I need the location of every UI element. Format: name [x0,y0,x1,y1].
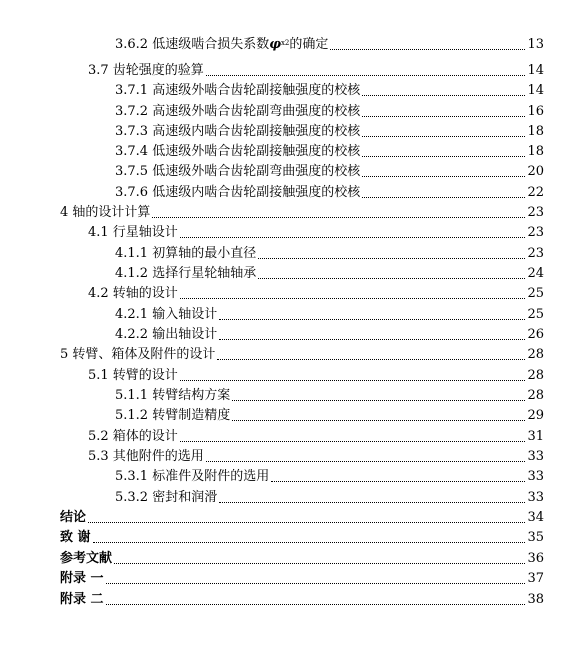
toc-entry-title: 附录 一 [60,571,104,586]
toc-entry-page: 26 [527,327,544,342]
toc-entry-page: 18 [527,124,544,139]
toc-entry-page: 28 [527,368,544,383]
dot-leader [180,297,526,299]
toc-entry-page: 16 [527,104,544,119]
toc-entry[interactable] [60,345,544,365]
toc-entry-title: 3.6.2 低速级啮合损失系数$\varphi^{x2}$的确定 [115,37,329,52]
toc-entry-title: 4 轴的设计计算 [60,205,151,220]
dot-leader [362,115,525,117]
dot-leader [219,318,525,320]
toc-entry-title: 3.7.3 高速级内啮合齿轮副接触强度的校核 [115,124,361,139]
toc-entry[interactable] [115,244,544,264]
dot-leader [106,603,526,605]
toc-entry-title: 5.1.1 转臂结构方案 [115,388,231,403]
toc-entry[interactable] [115,122,544,142]
toc-entry-page: 37 [527,571,544,586]
toc-entry[interactable] [115,386,544,406]
toc-entry-title: 5.3.1 标准件及附件的选用 [115,469,270,484]
dot-leader [106,582,526,584]
toc-entry-page: 23 [527,246,544,261]
dot-leader [206,460,526,462]
toc-entry[interactable] [88,427,544,447]
dot-leader [180,236,526,238]
dot-leader [271,480,525,482]
toc-entry-title: 4.1.2 选择行星轮轴轴承 [115,266,257,281]
toc-entry[interactable] [115,488,544,508]
dot-leader [180,379,526,381]
dot-leader [93,541,526,543]
toc-entry-page: 28 [527,347,544,362]
toc-entry[interactable] [60,590,544,610]
toc-entry-title: 致 谢 [60,530,91,545]
dot-leader [362,94,525,96]
phi-superscript: x2 [280,39,290,47]
toc-entry-title: 3.7.6 低速级内啮合齿轮副接触强度的校核 [115,185,361,200]
toc-entry[interactable] [88,366,544,386]
toc-entry[interactable] [115,81,544,101]
dot-leader [362,175,525,177]
toc-entry[interactable] [88,61,544,81]
toc-entry-page: 25 [527,307,544,322]
toc-entry-page: 33 [527,469,544,484]
dot-leader [219,501,525,503]
dot-leader [114,562,525,564]
toc-entry[interactable] [115,183,544,203]
toc-entry-title: 4.2.2 输出轴设计 [115,327,218,342]
dot-leader [180,440,526,442]
dot-leader [206,74,526,76]
toc-entry[interactable] [60,528,544,548]
toc-entry-title: 5.1.2 转臂制造精度 [115,408,231,423]
dot-leader [258,277,525,279]
toc-entry-page: 14 [527,83,544,98]
toc-entry[interactable] [115,142,544,162]
dot-leader [258,257,525,259]
toc-entry[interactable] [88,284,544,304]
dot-leader [88,521,525,523]
toc-entry[interactable] [115,406,544,426]
toc-entry-title: 附录 二 [60,592,104,607]
toc-entry-title: 3.7 齿轮强度的验算 [88,63,204,78]
toc-entry-page: 38 [527,592,544,607]
toc-entry-title: 5.1 转臂的设计 [88,368,178,383]
dot-leader [217,358,525,360]
dot-leader [152,216,525,218]
toc-entry-title: 3.7.5 低速级外啮合齿轮副弯曲强度的校核 [115,164,361,179]
toc-entry-title: 5 转臂、箱体及附件的设计 [60,347,216,362]
toc-entry-title: 3.7.1 高速级外啮合齿轮副接触强度的校核 [115,83,361,98]
toc-entry[interactable] [115,325,544,345]
toc-entry-title: 参考文献 [60,551,113,566]
toc-entry[interactable] [60,549,544,569]
toc-entry[interactable] [60,569,544,589]
toc-entry-page: 31 [527,429,544,444]
dot-leader [219,338,525,340]
toc-entry-page: 35 [527,530,544,545]
toc-entry-page: 18 [527,144,544,159]
toc-entry-page: 22 [527,185,544,200]
toc-entry-title: 5.3 其他附件的选用 [88,449,204,464]
toc-entry-title: 结论 [60,510,87,525]
toc-entry-page: 28 [527,388,544,403]
toc-entry-page: 23 [527,225,544,240]
toc-entry-title: 4.2 转轴的设计 [88,286,178,301]
toc-entry-page: 23 [527,205,544,220]
toc-entry-page: 25 [527,286,544,301]
toc-entry[interactable] [60,508,544,528]
dot-leader [362,196,525,198]
toc-entry[interactable] [115,162,544,182]
dot-leader [232,399,525,401]
toc-entry-title: 4.1.1 初算轴的最小直径 [115,246,257,261]
dot-leader [232,419,525,421]
toc-entry-page: 14 [527,63,544,78]
toc-entry-page: 29 [527,408,544,423]
toc-entry-page: 33 [527,490,544,505]
toc-entry[interactable] [115,35,544,55]
toc-entry-page: 34 [527,510,544,525]
toc-entry-title: 3.7.4 低速级外啮合齿轮副接触强度的校核 [115,144,361,159]
dot-leader [362,135,525,137]
phi-symbol: φ [269,37,281,52]
dot-leader [330,48,525,50]
toc-entry-title: 4.2.1 输入轴设计 [115,307,218,322]
toc-entry[interactable] [115,305,544,325]
toc-entry[interactable] [88,447,544,467]
toc-entry[interactable] [115,264,544,284]
toc-entry-title: 4.1 行星轴设计 [88,225,178,240]
toc-entry-page: 33 [527,449,544,464]
dot-leader [362,155,525,157]
toc-entry-page: 36 [527,551,544,566]
toc-entry[interactable] [88,223,544,243]
toc-entry-title: 5.2 箱体的设计 [88,429,178,444]
toc-entry-title: 5.3.2 密封和润滑 [115,490,218,505]
toc-entry-page: 24 [527,266,544,281]
toc-entry[interactable] [115,467,544,487]
toc-entry[interactable] [60,203,544,223]
toc-entry-title: 3.7.2 高速级外啮合齿轮副弯曲强度的校核 [115,104,361,119]
toc-entry[interactable] [115,102,544,122]
toc-entry-page: 13 [527,37,544,52]
toc-entry-page: 20 [527,164,544,179]
